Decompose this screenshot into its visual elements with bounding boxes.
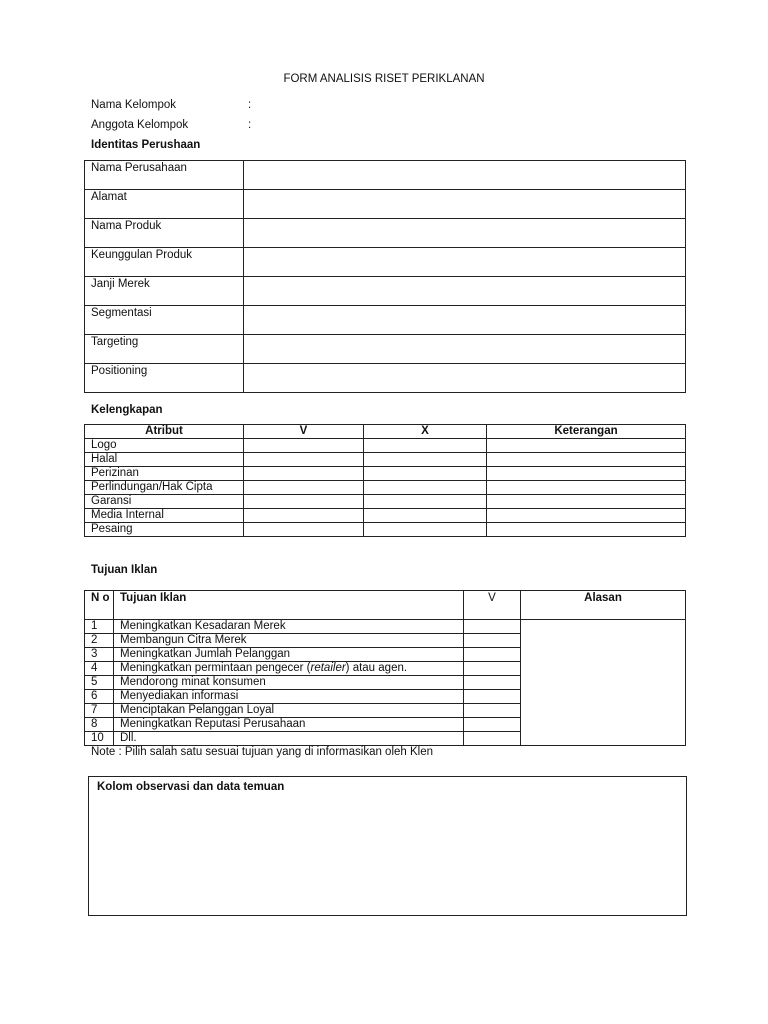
x-cell[interactable] [364, 523, 487, 537]
table-row [85, 481, 686, 495]
keterangan-cell[interactable] [487, 453, 686, 467]
table-row [85, 467, 686, 481]
col-header-no: N o [85, 591, 114, 620]
table-row [85, 190, 686, 219]
tujuan-text: Dll. [114, 732, 464, 746]
row-number: 5 [85, 676, 114, 690]
col-header-v: V [244, 425, 364, 439]
row-number: 4 [85, 662, 114, 676]
col-header-tujuan: Tujuan Iklan [114, 591, 464, 620]
row-number: 6 [85, 690, 114, 704]
info-nama-kelompok [91, 99, 491, 111]
tujuan-text: Menyediakan informasi [114, 690, 464, 704]
atribut-label: Garansi [85, 495, 244, 509]
v-cell[interactable] [464, 620, 521, 634]
atribut-label: Halal [85, 453, 244, 467]
v-cell[interactable] [464, 732, 521, 746]
table-row [85, 277, 686, 306]
v-cell[interactable] [464, 690, 521, 704]
table-header-row [85, 425, 686, 439]
table-row [85, 509, 686, 523]
v-cell[interactable] [464, 634, 521, 648]
v-cell[interactable] [464, 718, 521, 732]
table-header-row [85, 591, 686, 620]
keterangan-cell[interactable] [487, 467, 686, 481]
keterangan-cell[interactable] [487, 523, 686, 537]
identitas-value-cell[interactable] [244, 190, 686, 219]
tujuan-text: Membangun Citra Merek [114, 634, 464, 648]
x-cell[interactable] [364, 467, 487, 481]
col-header-x: X [364, 425, 487, 439]
identitas-label: Nama Perusahaan [85, 161, 244, 190]
v-cell[interactable] [244, 495, 364, 509]
v-cell[interactable] [244, 439, 364, 453]
atribut-label: Perlindungan/Hak Cipta [85, 481, 244, 495]
v-cell[interactable] [464, 648, 521, 662]
row-number: 10 [85, 732, 114, 746]
row-number: 3 [85, 648, 114, 662]
table-row [85, 495, 686, 509]
row-number: 1 [85, 620, 114, 634]
tujuan-text: Meningkatkan Kesadaran Merek [114, 620, 464, 634]
v-cell[interactable] [244, 467, 364, 481]
table-row [85, 161, 686, 190]
row-number: 2 [85, 634, 114, 648]
x-cell[interactable] [364, 439, 487, 453]
v-cell[interactable] [464, 704, 521, 718]
x-cell[interactable] [364, 509, 487, 523]
x-cell[interactable] [364, 481, 487, 495]
info-colon: : [248, 119, 252, 131]
table-row [85, 306, 686, 335]
info-label: Anggota Kelompok [91, 119, 189, 131]
tujuan-text: Meningkatkan Reputasi Perusahaan [114, 718, 464, 732]
info-anggota-kelompok [91, 119, 491, 131]
table-row [85, 453, 686, 467]
v-cell[interactable] [464, 676, 521, 690]
alasan-cell[interactable] [521, 620, 686, 746]
table-row [85, 248, 686, 277]
x-cell[interactable] [364, 453, 487, 467]
table-row [85, 439, 686, 453]
tujuan-text [114, 662, 464, 676]
identitas-heading: Identitas Perushaan [91, 139, 201, 151]
row-number: 8 [85, 718, 114, 732]
identitas-value-cell[interactable] [244, 161, 686, 190]
tujuan-text-italic: retailer [310, 662, 346, 674]
identitas-label: Segmentasi [85, 306, 244, 335]
identitas-label: Alamat [85, 190, 244, 219]
identitas-label: Nama Produk [85, 219, 244, 248]
identitas-value-cell[interactable] [244, 364, 686, 393]
identitas-value-cell[interactable] [244, 248, 686, 277]
table-row [85, 219, 686, 248]
tujuan-text: Meningkatkan Jumlah Pelanggan [114, 648, 464, 662]
tujuan-text-part: Meningkatkan permintaan pengecer ( [120, 662, 311, 674]
kelengkapan-table [84, 424, 686, 537]
observasi-heading: Kolom observasi dan data temuan [97, 781, 285, 793]
table-row [85, 364, 686, 393]
observasi-box[interactable] [88, 776, 687, 916]
identitas-value-cell[interactable] [244, 219, 686, 248]
identitas-value-cell[interactable] [244, 277, 686, 306]
tujuan-heading: Tujuan Iklan [91, 564, 158, 576]
keterangan-cell[interactable] [487, 495, 686, 509]
identitas-value-cell[interactable] [244, 306, 686, 335]
identitas-label: Janji Merek [85, 277, 244, 306]
atribut-label: Media Internal [85, 509, 244, 523]
v-cell[interactable] [244, 453, 364, 467]
tujuan-text: Mendorong minat konsumen [114, 676, 464, 690]
info-label: Nama Kelompok [91, 99, 177, 111]
v-cell[interactable] [244, 509, 364, 523]
kelengkapan-heading: Kelengkapan [91, 404, 163, 416]
keterangan-cell[interactable] [487, 439, 686, 453]
keterangan-cell[interactable] [487, 509, 686, 523]
table-row [85, 523, 686, 537]
identitas-label: Targeting [85, 335, 244, 364]
tujuan-text-part: ) atau agen. [345, 662, 408, 674]
atribut-label: Pesaing [85, 523, 244, 537]
identitas-label: Positioning [85, 364, 244, 393]
col-header-v: V [464, 591, 521, 620]
tujuan-table [84, 590, 686, 746]
identitas-label: Keunggulan Produk [85, 248, 244, 277]
v-cell[interactable] [244, 481, 364, 495]
x-cell[interactable] [364, 495, 487, 509]
col-header-keterangan: Keterangan [487, 425, 686, 439]
row-number: 7 [85, 704, 114, 718]
table-row [85, 620, 686, 634]
v-cell[interactable] [464, 662, 521, 676]
atribut-label: Logo [85, 439, 244, 453]
info-colon: : [248, 99, 252, 111]
v-cell[interactable] [244, 523, 364, 537]
tujuan-note: Note : Pilih salah satu sesuai tujuan yang di informasikan oleh Klen [91, 746, 434, 758]
atribut-label: Perizinan [85, 467, 244, 481]
col-header-atribut: Atribut [85, 425, 244, 439]
col-header-alasan: Alasan [521, 591, 686, 620]
identitas-table [84, 160, 686, 393]
keterangan-cell[interactable] [487, 481, 686, 495]
tujuan-text: Menciptakan Pelanggan Loyal [114, 704, 464, 718]
identitas-value-cell[interactable] [244, 335, 686, 364]
table-row [85, 335, 686, 364]
page-title: FORM ANALISIS RISET PERIKLANAN [283, 73, 485, 85]
